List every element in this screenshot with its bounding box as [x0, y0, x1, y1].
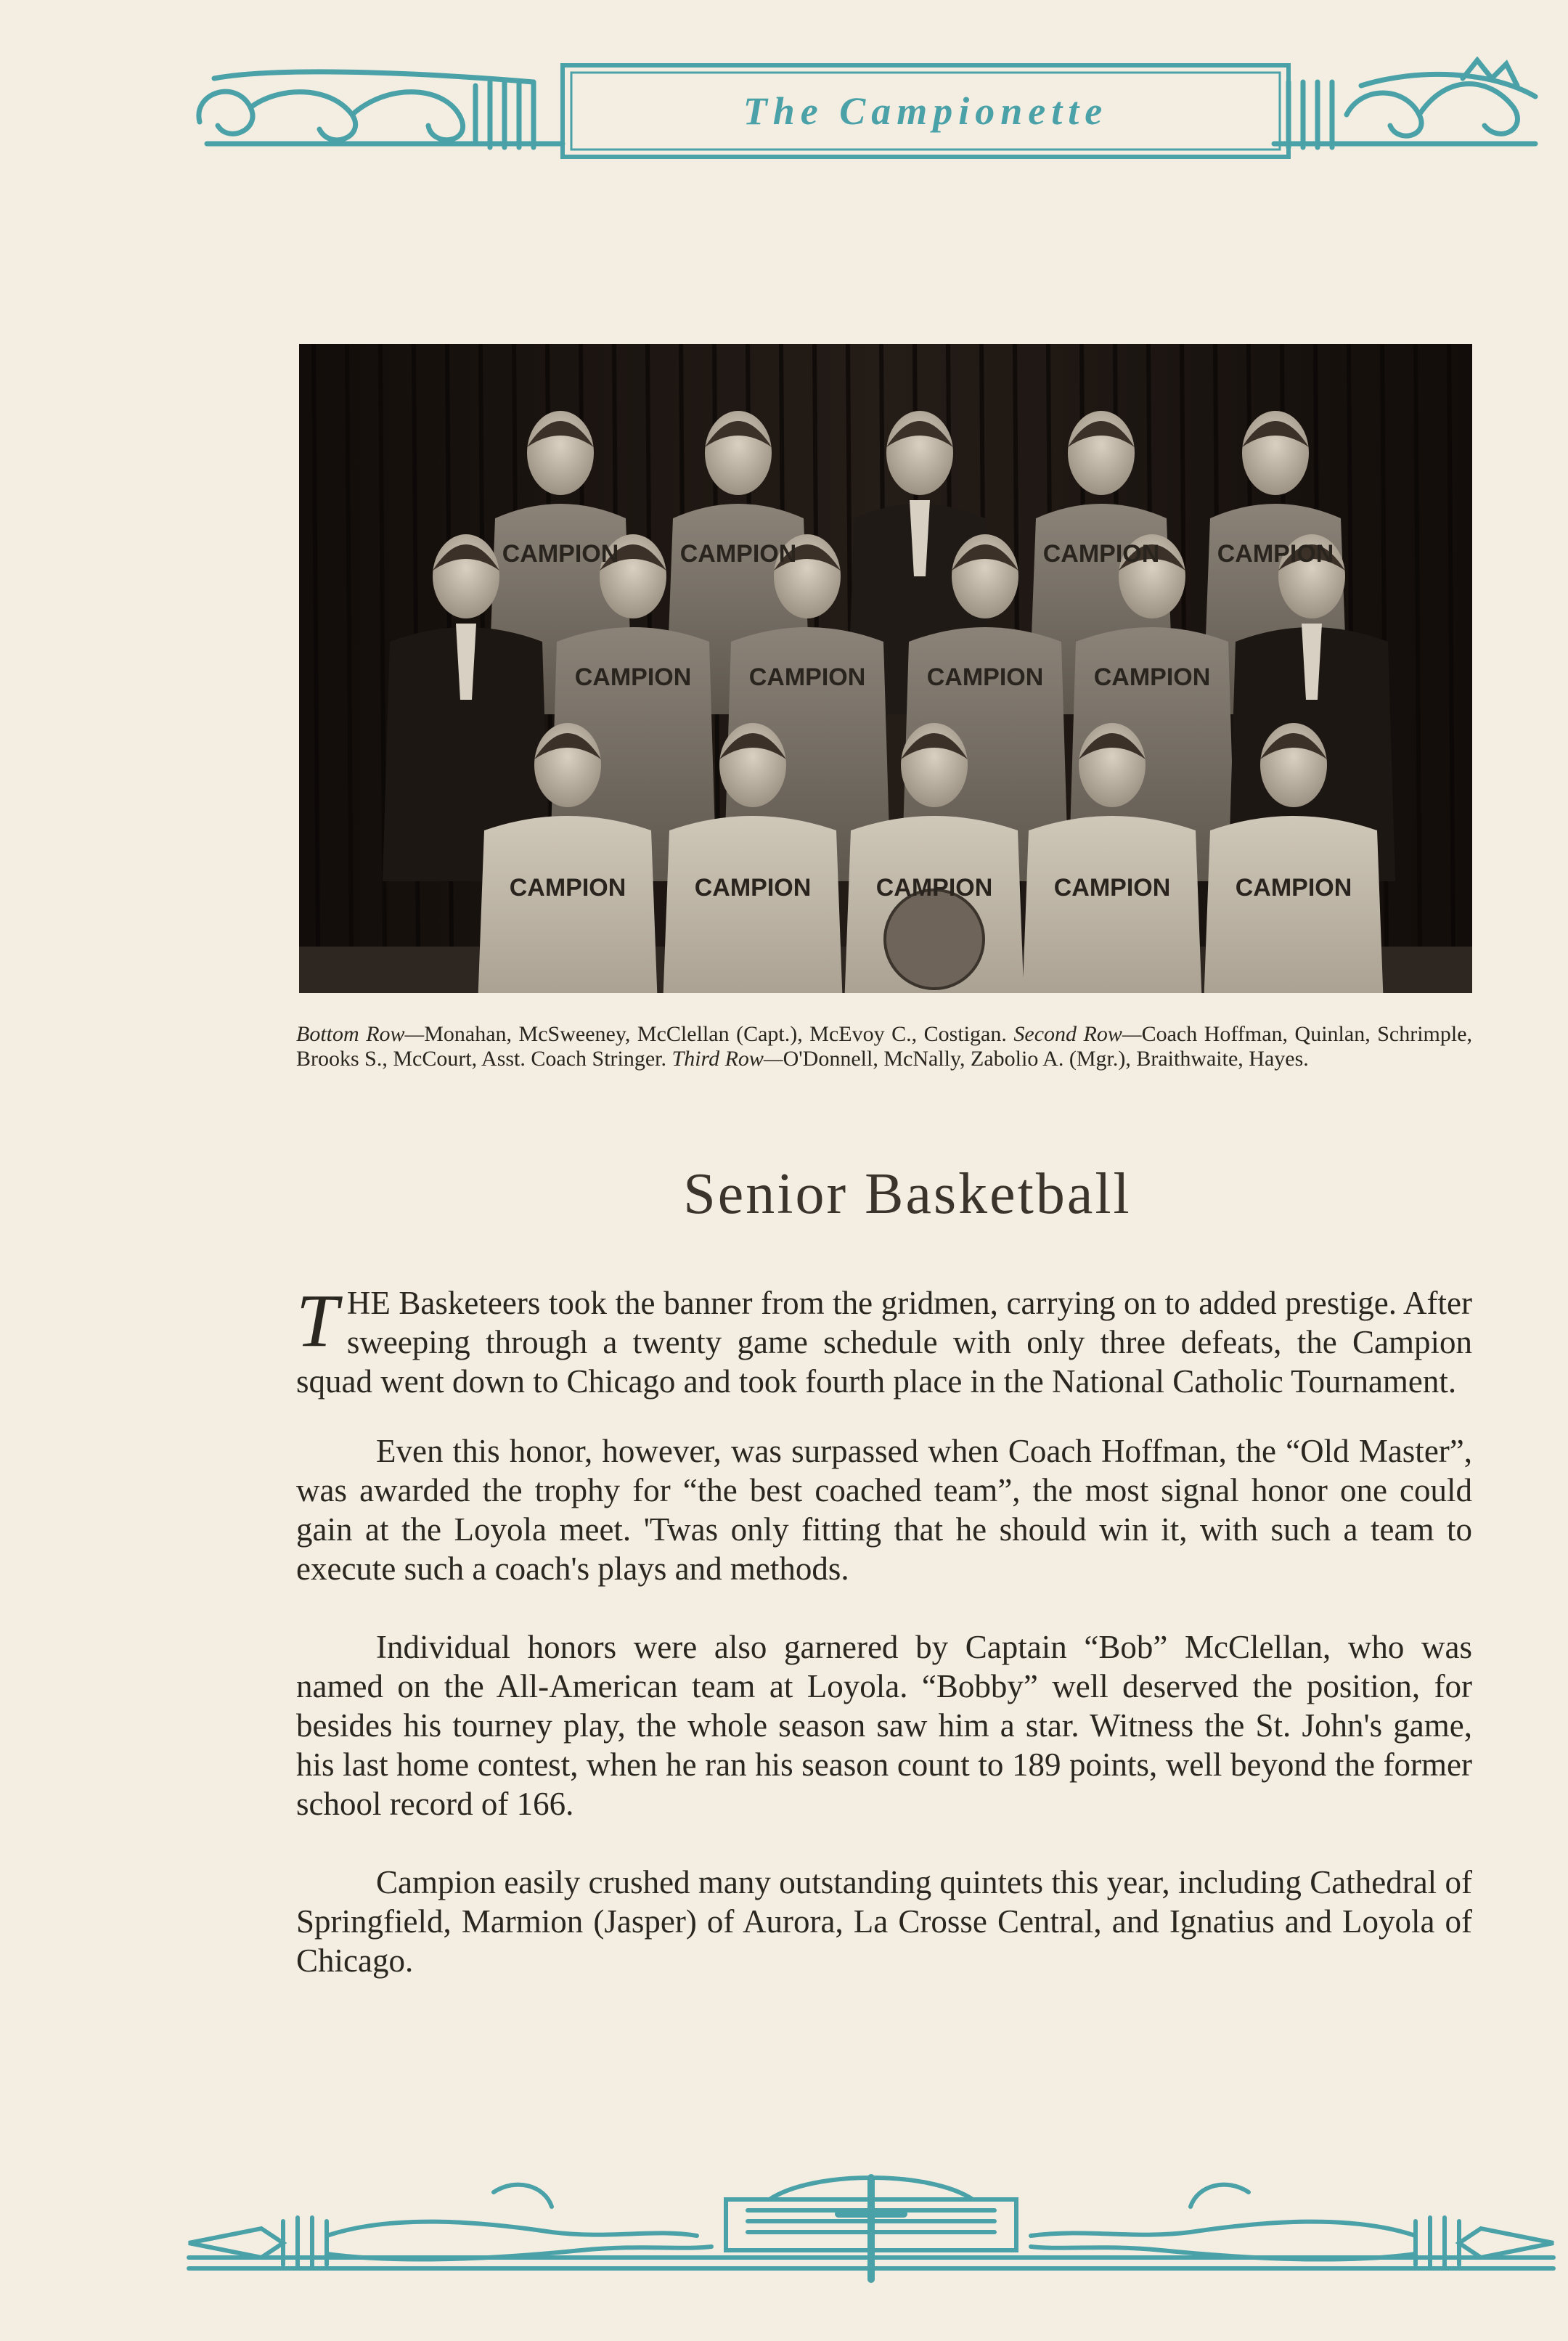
caption-label-second-row: Second Row—: [1013, 1022, 1142, 1046]
jersey-lettering: CAMPION: [875, 874, 993, 902]
drop-cap: T: [296, 1279, 338, 1362]
team-photograph: [299, 344, 1472, 993]
running-header-title: The Campionette: [743, 89, 1108, 133]
section-title: Senior Basketball: [683, 1162, 1132, 1226]
caption-names-second-row: Coach Hoffman, Quinlan, Schrimple, Brooks S., McCourt, Asst. Coach Stringer.: [296, 1022, 1473, 1071]
jersey-lettering: CAMPION: [574, 663, 692, 691]
jersey-lettering: CAMPION: [1093, 663, 1211, 691]
article-body: [296, 1279, 1472, 2011]
caption-label-bottom-row: Bottom Row—: [296, 1022, 425, 1046]
paragraph-1-text: HE Basketeers took the banner from the gridmen, carrying on to added prestige. After sweeping through a twenty game schedule with only three defeats, the Campion squad went down to Chicago and took fourth place in the National Catholic Tournament.: [296, 1285, 1472, 1400]
jersey-lettering: CAMPION: [1042, 540, 1160, 568]
jersey-lettering: CAMPION: [1217, 540, 1334, 568]
footer-torch-and-hands-ornament: [174, 2149, 1568, 2287]
paragraph-2: Even this honor, however, was surpassed when Coach Hoffman, the “Old Master”, was awarded the trophy for “the best coached team”, the most signal honor one could gain at the Loyola meet. 'Twas only fitting that he should win it, with such a team to execute such a coach's plays and methods.: [296, 1433, 1472, 1587]
jersey-lettering: CAMPION: [1235, 874, 1352, 902]
jersey-lettering: CAMPION: [926, 663, 1044, 691]
caption-names-third-row: O'Donnell, McNally, Zabolio A. (Mgr.), Braithwaite, Hayes.: [783, 1047, 1309, 1071]
team-photo-image: [299, 344, 1472, 993]
jersey-lettering: CAMPION: [502, 540, 619, 568]
jersey-lettering: CAMPION: [1053, 874, 1171, 902]
jersey-lettering: CAMPION: [748, 663, 866, 691]
paragraph-4: Campion easily crushed many outstanding quintets this year, including Cathedral of Springfield, Marmion (Jasper) of Aurora, La Crosse Central, and Ignatius and Loyola of Chicago.: [296, 1864, 1472, 1979]
paragraph-3: Individual honors were also garnered by Captain “Bob” McClellan, who was named on the All-American team at Loyola. “Bobby” well deserved the position, for besides his tourney play, the whole season saw him a star. Witness the St. John's game, his last home contest, when he ran his season count to 189 points, well beyond the former school record of 166.: [296, 1629, 1472, 1822]
photo-caption: [296, 1022, 1472, 1071]
jersey-lettering: CAMPION: [694, 874, 812, 902]
jersey-lettering: CAMPION: [509, 874, 626, 902]
paragraph-1: [296, 1279, 1472, 1401]
basketball: [885, 890, 984, 989]
page-footer-ornament: [174, 2149, 1568, 2287]
caption-names-bottom-row: Monahan, McSweeney, McClellan (Capt.), McEvoy C., Costigan.: [424, 1022, 1007, 1046]
jersey-lettering: CAMPION: [679, 540, 797, 568]
page-header-ornament: [185, 57, 1550, 166]
caption-label-third-row: Third Row—: [671, 1047, 783, 1071]
